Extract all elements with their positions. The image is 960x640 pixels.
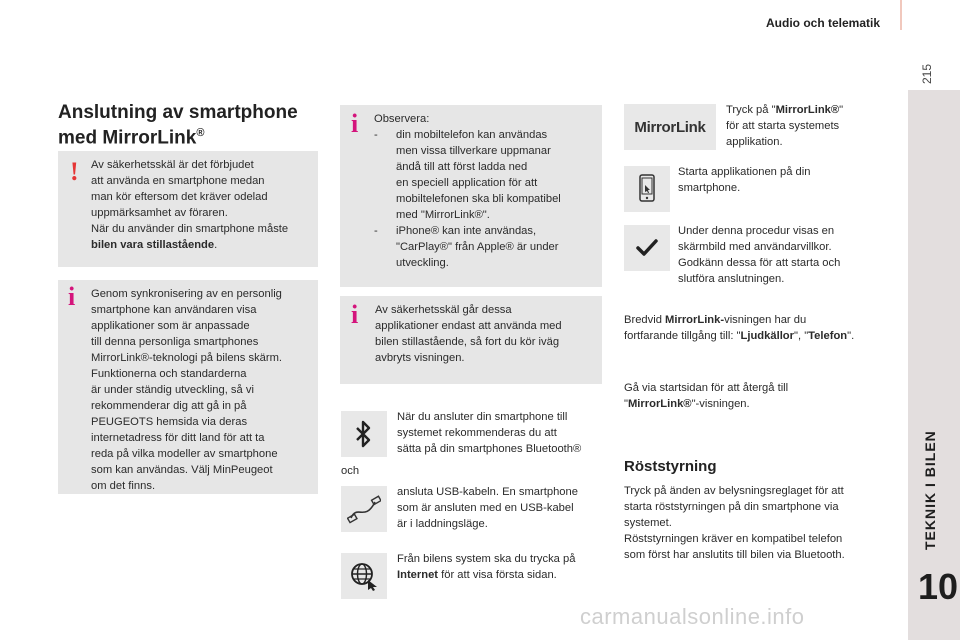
phone-step-text: Starta applikationen på din smartphone. xyxy=(678,166,811,194)
mirrorlink-logo: MirrorLink xyxy=(624,104,716,150)
info-icon: i xyxy=(351,109,359,138)
chapter-number: 10 xyxy=(918,566,959,607)
page-title-line1: Anslutning av smartphone xyxy=(58,102,298,123)
bluetooth-step-text: När du ansluter din smartphone till systemet rekommenderas du att sätta på din smartphones Bluetooth® xyxy=(397,411,582,455)
voice-section-text: Tryck på änden av belysningsreglaget för att starta röststyrningen på din smartphone via systemet. Röststyrningen kräver en kompatibel telefon som först har anslutits till bilen via Bluetooth. xyxy=(624,485,845,561)
voice-section-title: Röststyrning xyxy=(624,458,717,475)
internet-step-text: Från bilens system ska du trycka på Internet för att visa första sidan. xyxy=(397,553,576,581)
info-box-note xyxy=(340,105,602,287)
info-sync-text: Genom synkronisering av en personlig smartphone kan användaren visa applikationer som är anpassade till denna personliga smartphones MirrorLink®-teknologi på bilens skärm. Funktionerna och standarderna är under ständig utveckling, så vi rekommenderar dig att gå in på PEUGEOTS hemsida via deras internetadress för ditt land för att ta reda på vilka modeller av smartphone som kan användas. Välj MinPeugeot om det finns. xyxy=(91,288,283,492)
header-title: Audio och telematik xyxy=(766,16,881,30)
list-item: - iPhone® kan inte användas, "CarPlay®" från Apple® är under utveckling. xyxy=(374,225,559,269)
page-title-line2: med MirrorLink xyxy=(58,127,197,149)
och-connector: och xyxy=(341,465,360,477)
watermark: carmanualsonline.info xyxy=(580,604,805,629)
warning-box xyxy=(58,151,318,267)
page-number: 215 xyxy=(920,63,934,84)
internet-globe-icon xyxy=(341,553,387,599)
list-item: - din mobiltelefon kan användas men vissa tillverkare uppmanar ändå till att först ladda ned en speciell application för att mobiltelefonen ska bli kompatibel med "MirrorLink®". xyxy=(374,129,561,221)
check-step-text: Under denna procedur visas en skärmbild med användarvillkor. Godkänn dessa för att starta och slutföra anslutningen. xyxy=(678,225,841,285)
info-box-safety xyxy=(340,296,602,384)
chapter-label: TEKNIK I BILEN xyxy=(922,430,938,550)
bredvid-paragraph: Bredvid MirrorLink-visningen har du fortfarande tillgång till: "Ljudkällor", "Telefon". xyxy=(624,314,855,342)
back-paragraph: Gå via startsidan för att återgå till "MirrorLink®"-visningen. xyxy=(624,382,789,410)
checkmark-icon xyxy=(624,225,670,271)
info-note-text: Observera: - din mobiltelefon kan användas men vissa tillverkare uppmanar ändå till att först ladda ned en speciell application för att mobiltelefonen ska bli kompatibel med "MirrorLink®". - iPhone® kan inte användas, "CarPlay®" från Apple® är under utveckling. xyxy=(374,111,600,271)
usb-cable-icon xyxy=(341,486,387,532)
bluetooth-icon xyxy=(341,411,387,457)
registered-mark: ® xyxy=(196,127,205,139)
info-icon: i xyxy=(68,282,76,311)
chapter-side-tab xyxy=(908,90,960,640)
page-title xyxy=(58,103,298,148)
smartphone-icon xyxy=(624,166,670,212)
info-safety-text: Av säkerhetsskäl går dessa applikationer endast att använda med bilen stillastående, så fort du kör iväg avbryts visningen. xyxy=(375,304,562,364)
usb-step-text: ansluta USB-kabeln. En smartphone som är ansluten med en USB-kabel är i laddningsläge. xyxy=(397,486,578,530)
info-box-sync xyxy=(58,280,318,494)
header-divider xyxy=(900,0,902,30)
info-icon: i xyxy=(351,300,359,329)
mirrorlink-step-text: Tryck på "MirrorLink®" för att starta systemets applikation. xyxy=(726,104,844,148)
warning-text: Av säkerhetsskäl är det förbjudet att använda en smartphone medan man kör eftersom det kräver odelad uppmärksamhet av föraren. När du använder din smartphone måste bilen vara stillastående. xyxy=(91,159,289,251)
warning-icon: ! xyxy=(70,157,79,186)
